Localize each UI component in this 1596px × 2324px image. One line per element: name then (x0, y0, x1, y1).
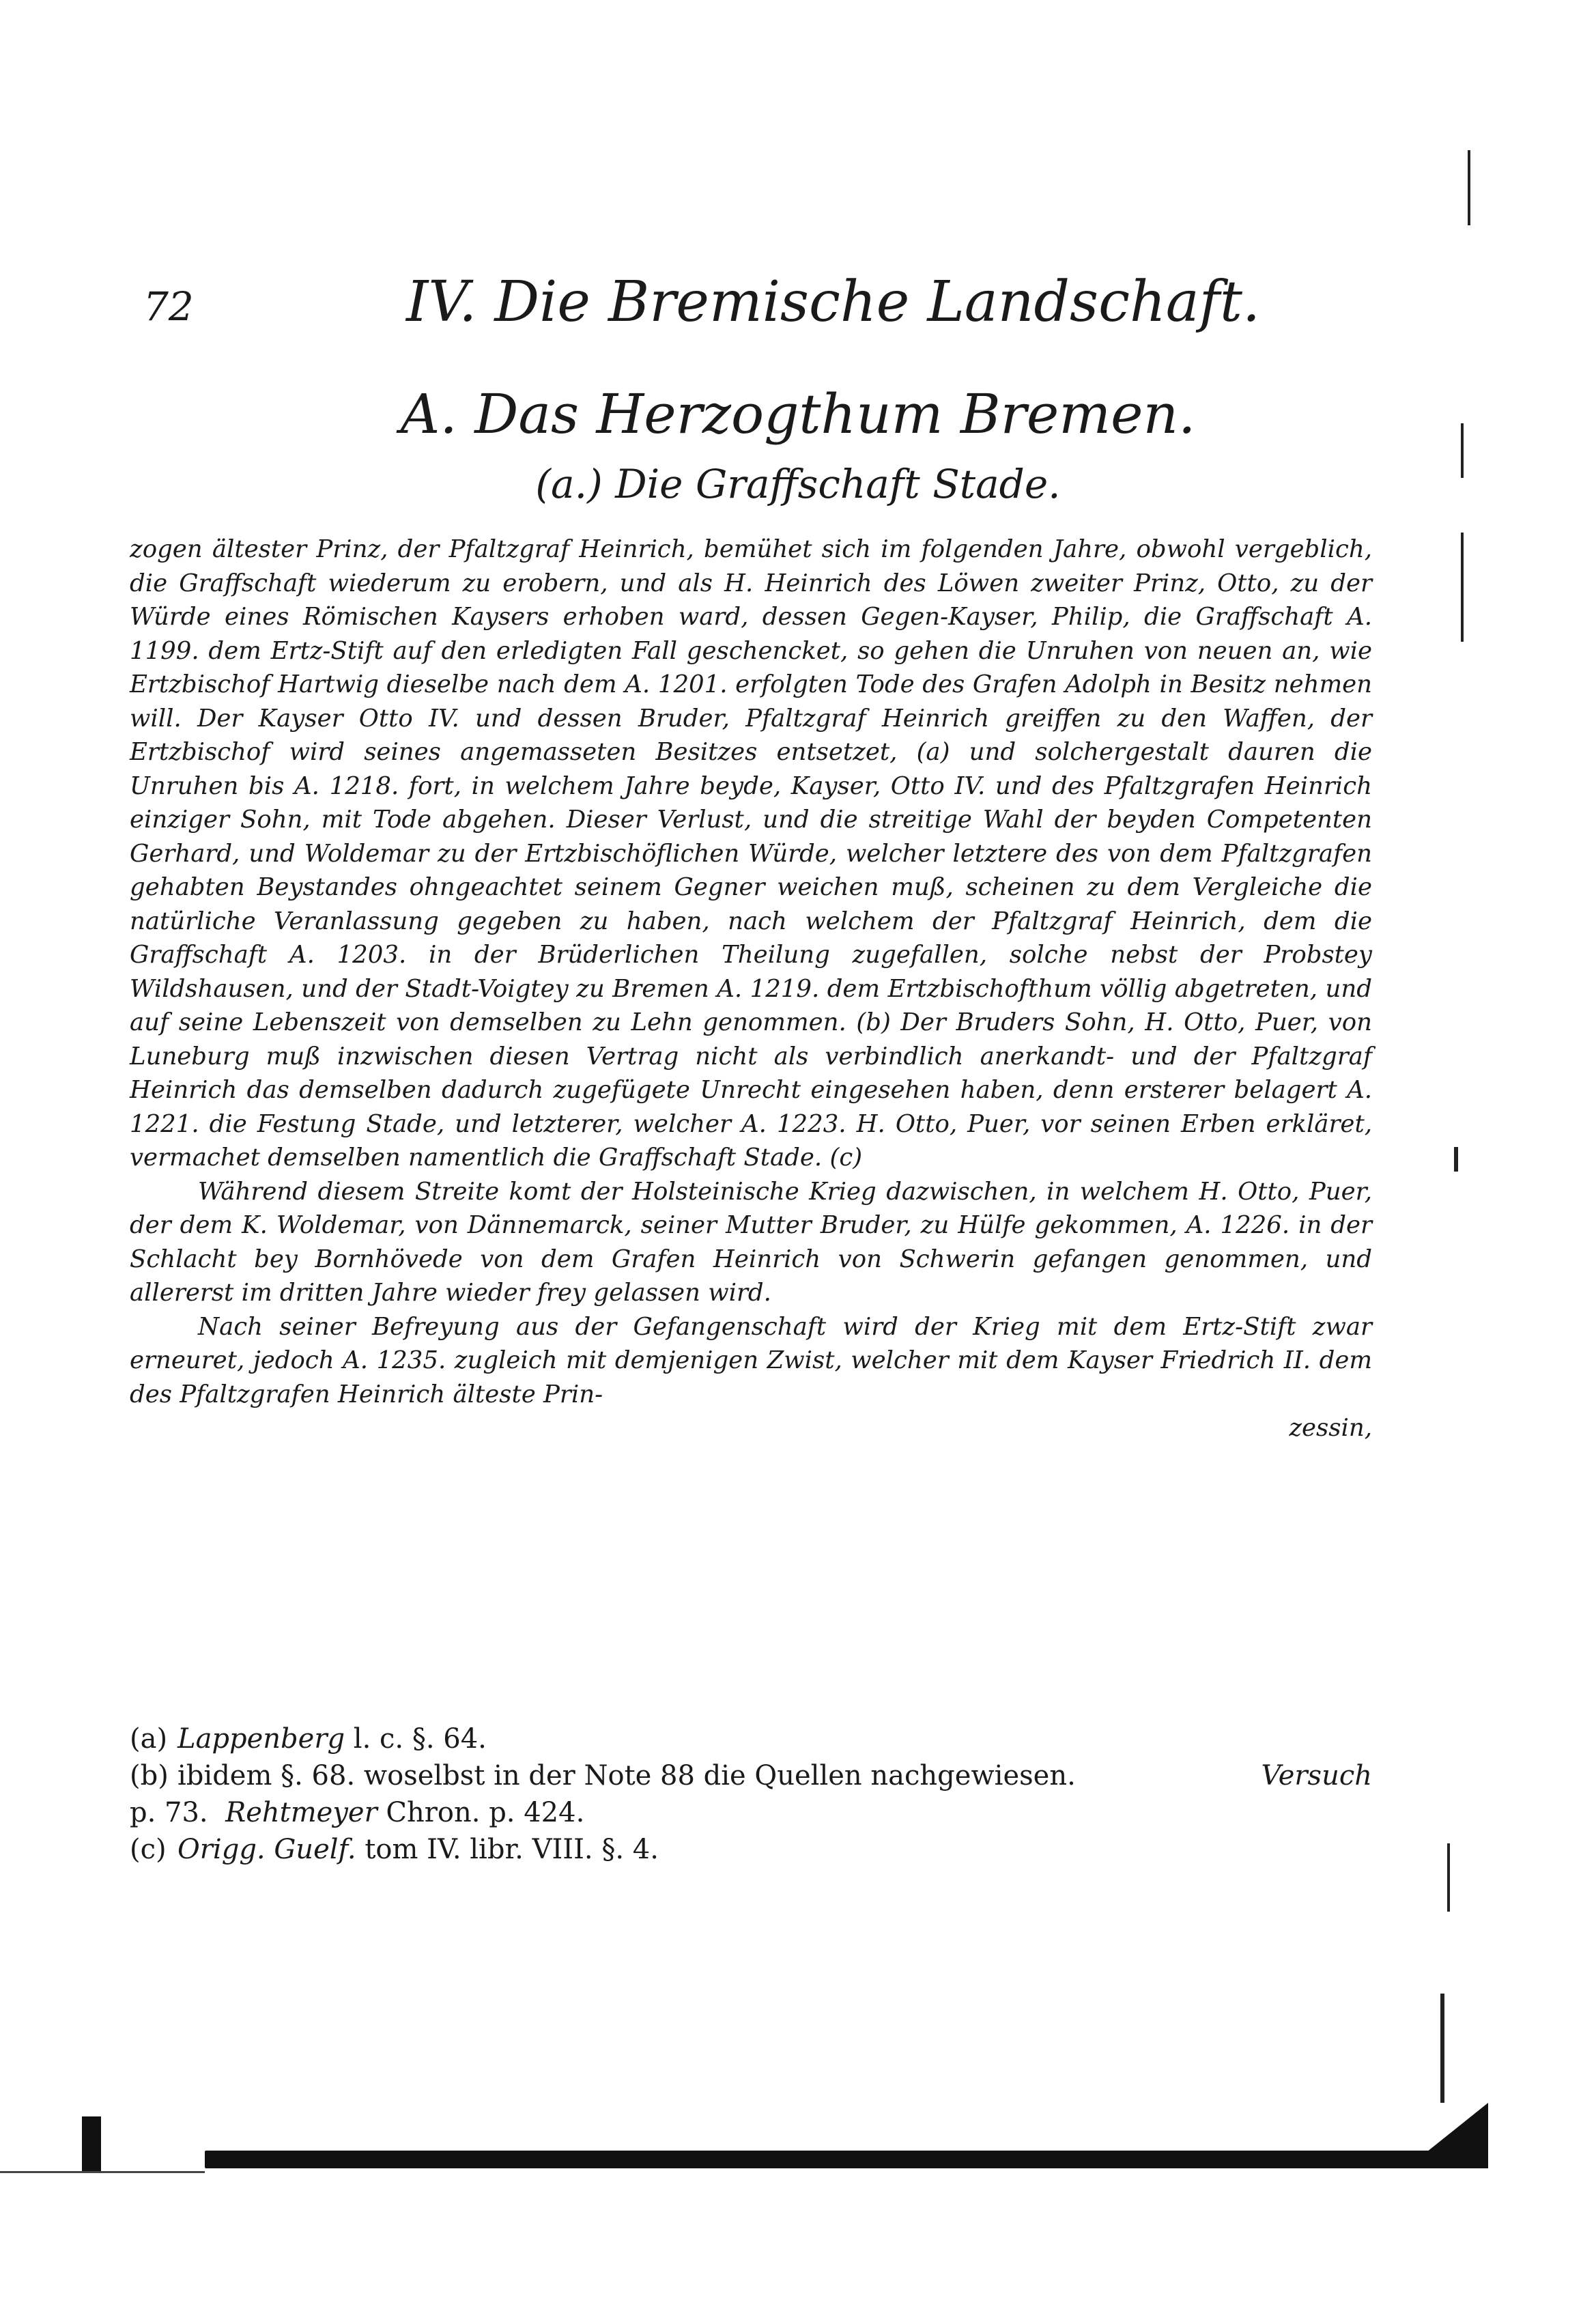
footnote-text: Chron. p. 424. (377, 1797, 585, 1828)
scan-edge-mark (1447, 1843, 1450, 1912)
footnote-text: p. 73. (130, 1797, 208, 1828)
section-title: A. Das Herzogthum Bremen. (400, 382, 1196, 446)
footnote-marker: (c) (130, 1834, 167, 1865)
scan-edge-mark (1461, 423, 1464, 478)
footnotes (130, 1720, 1372, 1868)
page-number: 72 (143, 283, 194, 330)
paragraph: Nach seiner Befreyung aus der Gefangenschaft wird der Krieg mit dem Ertz-Stift zwar erneuret, jedoch A. 1235. zugleich mit demjenigen Zwist, welcher mit dem Kayser Friedrich II. dem des Pfaltzgrafen Heinrich älteste Prin- (130, 1312, 1372, 1408)
page-edge-shadow (205, 2151, 1468, 2168)
scan-edge-line (0, 2171, 205, 2173)
footnote-b (130, 1757, 1372, 1794)
paragraph: Während diesem Streite komt der Holsteinische Krieg dazwischen, in welchem H. Otto, Puer, der dem K. Woldemar, von Dännemarck, seiner Mutter Bruder, zu Hülfe gekommen, A. 1226. in der Schlacht bey Bornhövede von dem Grafen Heinrich von Schwerin gefangen genommen, und allererst im dritten Jahre wieder frey gelassen wird. (130, 1177, 1372, 1307)
footnote-text: tom IV. libr. VIII. §. 4. (356, 1834, 659, 1865)
footnote-source: Versuch (1261, 1760, 1372, 1791)
paragraph: zogen ältester Prinz, der Pfaltzgraf Heinrich, bemühet sich im folgenden Jahre, obwohl vergeblich, die Graffschaft wiederum zu erobern, und als H. Heinrich des Löwen zweiter Prinz, Otto, zu der Würde eines Römischen Kaysers erhoben ward, dessen Gegen-Kayser, Philip, die Graffschaft A. 1199. dem Ertz-Stift auf den erledigten Fall geschencket, so gehen die Unruhen von neuen an, wie Ertzbischof Hartwig dieselbe nach dem A. 1201. erfolgten Tode des Grafen Adolph in Besitz nehmen will. Der Kayser Otto IV. und dessen Bruder, Pfaltzgraf Heinrich greiffen zu den Waffen, der Ertzbischof wird seines angemasseten Besitzes entsetzet, (a) und solchergestalt dauren die Unruhen bis A. 1218. fort, in welchem Jahre beyde, Kayser, Otto IV. und des Pfaltzgrafen Heinrich einziger Sohn, mit Tode abgehen. Dieser Verlust, und die streitige Wahl der beyden Competenten Gerhard, und Woldemar zu der Ertzbischöflichen Würde, welcher letztere des von dem Pfaltzgrafen gehabten Beystandes ohngeachtet seinem Gegner weichen muß, scheinen zu dem Vergleiche die natürliche Veranlassung gegeben zu haben, nach welchem der Pfaltzgraf Heinrich, dem die Graffschaft A. 1203. in der Brüderlichen Theilung zugefallen, solche nebst der Probstey Wildshausen, und der Stadt-Voigtey zu Bremen A. 1219. dem Ertzbischofthum völlig abgetreten, und auf seine Lebenszeit von demselben zu Lehn genommen. (b) Der Bruders Sohn, H. Otto, Puer, von Luneburg muß inzwischen diesen Vertrag nicht als verbindlich anerkandt- und der Pfaltzgraf Heinrich das demselben dadurch zugefügete Unrecht eingesehen haben, denn ersterer belagert A. 1221. die Festung Stade, und letzterer, welcher A. 1223. H. Otto, Puer, vor seinen Erben erkläret, vermachet demselben namentlich die Graffschaft Stade. (c) (130, 535, 1372, 1172)
footnote-b-continuation (130, 1794, 1372, 1831)
footnote-marker: (a) (130, 1723, 168, 1755)
footnote-text: l. c. §. 64. (345, 1723, 487, 1755)
subsection-title: (a.) Die Graffschaft Stade. (535, 461, 1061, 507)
footnote-source: Rehtmeyer (225, 1797, 377, 1828)
scan-edge-mark (82, 2116, 101, 2171)
footnote-text: ibidem §. 68. woselbst in der Note 88 die Quellen nachgewiesen. (177, 1760, 1076, 1791)
scan-edge-mark (1461, 533, 1464, 642)
footnote-c (130, 1831, 1372, 1868)
footnote-a (130, 1720, 1372, 1757)
footnote-source: Lappenberg (177, 1723, 345, 1755)
scan-edge-mark (1468, 150, 1470, 225)
body-text (130, 533, 1372, 1445)
page-header (143, 270, 1372, 352)
page-edge-shadow-tip (1406, 2103, 1488, 2168)
footnote-marker: (b) (130, 1760, 169, 1791)
footnote-source: Origg. Guelf. (177, 1834, 356, 1865)
running-title: IV. Die Bremische Landschaft. (406, 270, 1261, 335)
catchword: zessin, (1289, 1414, 1372, 1442)
scan-edge-mark (1454, 1147, 1458, 1172)
scan-edge-mark (1440, 1994, 1444, 2103)
